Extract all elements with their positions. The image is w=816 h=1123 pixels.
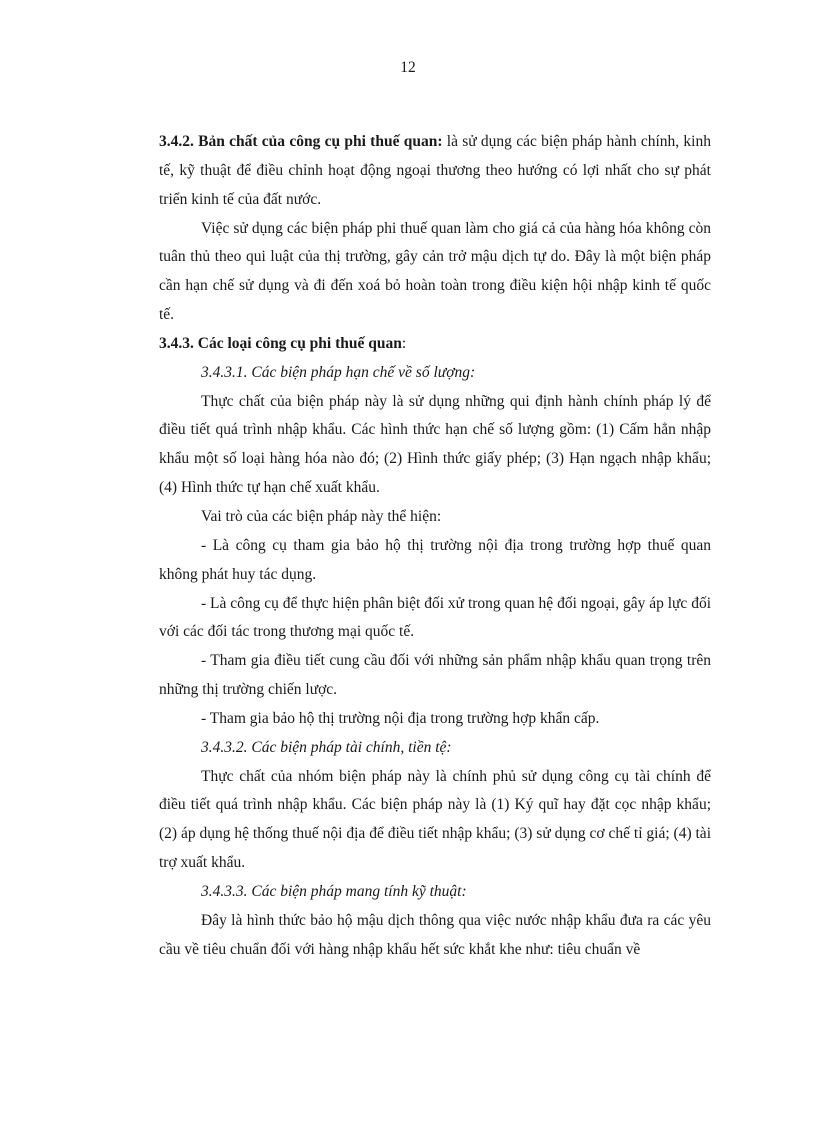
section-3-4-2-text: là sử dụng các biện pháp hành chính, kinh tế, kỹ thuật để điều chỉnh hoạt động ngoại thương theo hướng có lợi nhất cho sự phát triển kinh tế của đất nước. [159,133,711,208]
list-item: - Tham gia bảo hộ thị trường nội địa trong trường hợp khẩn cấp. [201,709,600,727]
list-item: - Tham gia điều tiết cung cầu đối với những sản phẩm nhập khẩu quan trọng trên những thị trường chiến lược. [159,652,711,699]
list-item: - Là công cụ để thực hiện phân biệt đối xử trong quan hệ đối ngoại, gây áp lực đối với các đối tác trong thương mại quốc tế. [159,594,711,641]
section-3-4-2-paragraph [159,128,711,215]
section-3-4-3-heading-line [159,330,711,359]
page-number: 12 [400,59,416,76]
subsection-3-4-3-1-paragraph-1: Thực chất của biện pháp này là sử dụng những qui định hành chính pháp lý để điều tiết quá trình nhập khẩu. Các hình thức hạn chế số lượng gồm: (1) Cấm hẳn nhập khẩu một số loại hàng hóa nào đó; (2) Hình thức giấy phép; (3) Hạn ngạch nhập khẩu; (4) Hình thức tự hạn chế xuất khẩu. [159,392,711,497]
subsection-3-4-3-1-title: 3.4.3.1. Các biện pháp hạn chế về số lượng: [201,363,476,381]
section-3-4-2-paragraph-2: Việc sử dụng các biện pháp phi thuế quan làm cho giá cả của hàng hóa không còn tuân thủ theo qui luật của thị trường, gây cản trở mậu dịch tự do. Đây là một biện pháp cần hạn chế sử dụng và đi đến xoá bỏ hoàn toàn trong điều kiện hội nhập kinh tế quốc tế. [159,219,711,324]
subsection-3-4-3-3-title: 3.4.3.3. Các biện pháp mang tính kỹ thuật: [201,882,467,900]
section-3-4-3-heading-suffix: : [401,334,407,352]
subsection-3-4-3-3-paragraph-1: Đây là hình thức bảo hộ mậu dịch thông qua việc nước nhập khẩu đưa ra các yêu cầu về tiêu chuẩn đối với hàng nhập khẩu hết sức khắt khe như: tiêu chuẩn về [159,911,711,958]
document-body [159,128,711,964]
section-3-4-3-heading: 3.4.3. Các loại công cụ phi thuế quan [159,334,402,352]
subsection-3-4-3-1-paragraph-2: Vai trò của các biện pháp này thể hiện: [201,507,442,525]
subsection-3-4-3-2-paragraph-1: Thực chất của nhóm biện pháp này là chính phủ sử dụng công cụ tài chính để điều tiết quá trình nhập khẩu. Các biện pháp này là (1) Ký quĩ hay đặt cọc nhập khẩu; (2) áp dụng hệ thống thuế nội địa để điều tiết nhập khẩu; (3) sử dụng cơ chế tỉ giá; (4) tài trợ xuất khẩu. [159,767,711,872]
section-3-4-2-heading: 3.4.2. Bản chất của công cụ phi thuế quan: [159,133,443,150]
subsection-3-4-3-2-title: 3.4.3.2. Các biện pháp tài chính, tiền tệ: [201,738,452,756]
list-item: - Là công cụ tham gia bảo hộ thị trường nội địa trong trường hợp thuế quan không phát huy tác dụng. [159,536,711,583]
